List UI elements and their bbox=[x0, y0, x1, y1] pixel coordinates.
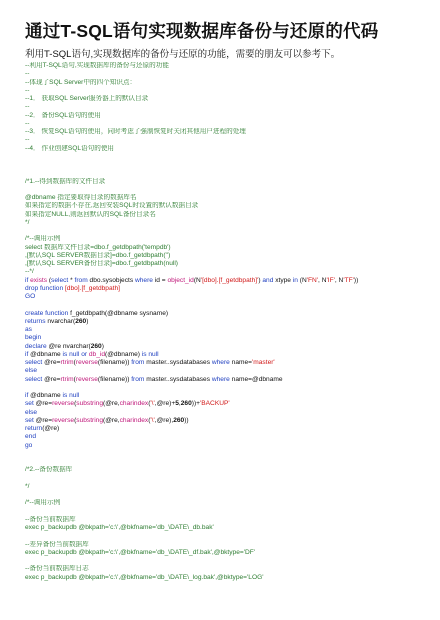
code-token: 260 bbox=[75, 317, 87, 325]
code-line bbox=[25, 103, 425, 111]
code-token: object_id bbox=[167, 276, 194, 284]
code-token: (@re, bbox=[103, 400, 120, 408]
code-token: , bbox=[178, 400, 181, 408]
code-line bbox=[25, 318, 425, 326]
code-line bbox=[25, 268, 425, 276]
code-token: select bbox=[25, 359, 45, 366]
code-line bbox=[25, 359, 425, 367]
code-line bbox=[25, 499, 425, 507]
code-token: --利用T-SQL语句,实现数据库的备份与还原的功能 bbox=[25, 62, 169, 69]
code-token: (filename)) bbox=[97, 359, 132, 366]
code-token: dbo.sysobjects bbox=[89, 276, 135, 284]
code-token: /*--调用示例 bbox=[25, 235, 61, 243]
code-token: where bbox=[211, 375, 232, 383]
code-token: @dbname bbox=[30, 392, 63, 399]
code-token: is null bbox=[62, 392, 80, 399]
code-line bbox=[25, 153, 425, 161]
code-token: (filename)) bbox=[97, 375, 132, 383]
code-token: else bbox=[25, 367, 38, 375]
code-token: 如果指定的数据不存在,返回安装SQL时设置的默认数据目录 bbox=[25, 202, 199, 210]
code-token: */ bbox=[25, 482, 30, 490]
code-token: where bbox=[211, 359, 232, 366]
code-line bbox=[25, 145, 425, 153]
code-line bbox=[25, 508, 425, 516]
code-token: 260 bbox=[173, 416, 185, 424]
code-token: ( bbox=[148, 416, 151, 424]
code-token: ) bbox=[101, 342, 104, 350]
code-token: @re= bbox=[44, 359, 61, 366]
code-line bbox=[25, 87, 425, 95]
code-token: ( bbox=[74, 416, 77, 424]
code-token: exec p_backupdb @bkpath='c:\',@bkfname='db_\DATE\_db.bak' bbox=[25, 524, 214, 531]
code-token: end bbox=[25, 433, 37, 441]
code-token: drop function bbox=[25, 284, 65, 292]
code-line bbox=[25, 376, 425, 384]
code-token: --备份当前数据库日志 bbox=[25, 565, 89, 573]
code-token: ( bbox=[148, 400, 151, 408]
code-token: @re nvarchar( bbox=[48, 342, 91, 350]
code-line bbox=[25, 433, 425, 441]
code-token: is null bbox=[141, 350, 159, 358]
intro-paragraph: 利用T-SQL语句,实现数据库的备份与还原的功能，需要的朋友可以参考下。 bbox=[25, 49, 341, 60]
code-line bbox=[25, 475, 425, 483]
code-token: --备份当前数据库 bbox=[25, 515, 76, 523]
code-token: GO bbox=[25, 293, 36, 300]
code-line bbox=[25, 326, 425, 334]
code-token: create function bbox=[25, 309, 71, 317]
code-line bbox=[25, 95, 425, 103]
code-token: /*2.--备份数据库 bbox=[25, 466, 73, 474]
code-token: -- bbox=[25, 136, 30, 144]
code-token: (@re) bbox=[42, 425, 60, 432]
code-line bbox=[25, 541, 425, 549]
code-token: exec p_backupdb @bkpath='c:\',@bkfname='db_\DATE\_df.bak',@bktype='DF' bbox=[25, 548, 256, 556]
code-token: --体现了SQL Server中的四个知识点： bbox=[25, 78, 137, 86]
code-token: ) bbox=[258, 276, 263, 284]
code-token: )) bbox=[184, 416, 189, 424]
code-token: xtype bbox=[275, 276, 293, 284]
code-token: name=@dbname bbox=[231, 375, 283, 383]
code-token: charindex bbox=[119, 416, 149, 424]
code-line bbox=[25, 392, 425, 400]
code-token: ( bbox=[74, 400, 77, 408]
code-token: select 数据库文件目录=dbo.f_getdbpath('tempdb') bbox=[25, 243, 171, 251]
code-token: charindex bbox=[119, 400, 149, 408]
code-token: if bbox=[25, 392, 31, 399]
code-line bbox=[25, 565, 425, 573]
code-line bbox=[25, 409, 425, 417]
code-line bbox=[25, 186, 425, 194]
code-line bbox=[25, 194, 425, 202]
code-token: ,@re)+ bbox=[154, 400, 176, 408]
code-line bbox=[25, 483, 425, 491]
code-line bbox=[25, 70, 425, 78]
code-line bbox=[25, 334, 425, 342]
code-token: --3． 恢复SQL语句的使用，同时考虑了强制恢复时关闭其他用户进程的处理 bbox=[25, 128, 246, 135]
code-token: where bbox=[134, 276, 155, 284]
code-line bbox=[25, 417, 425, 425]
code-line bbox=[25, 285, 425, 293]
code-token: 'FN' bbox=[306, 276, 319, 284]
code-token: nvarchar( bbox=[47, 317, 76, 325]
code-line bbox=[25, 244, 425, 252]
code-token: ,@re), bbox=[154, 416, 174, 424]
code-line bbox=[25, 120, 425, 128]
code-token: '[dbo].[f_getdbpath]' bbox=[200, 276, 259, 284]
code-token: reverse bbox=[75, 375, 98, 383]
code-line bbox=[25, 128, 425, 136]
code-line bbox=[25, 532, 425, 540]
code-token: substring bbox=[76, 400, 104, 408]
code-token: ,[默认SQL SERVER备份目录]=dbo.f_getdbpath(null) bbox=[25, 260, 179, 267]
code-token: @re= bbox=[35, 416, 53, 424]
code-line bbox=[25, 557, 425, 565]
code-token: * bbox=[70, 276, 75, 284]
page-title: 通过T-SQL语句实现数据库备份与还原的代码 bbox=[25, 21, 379, 41]
code-token: -- bbox=[25, 103, 30, 111]
code-token: (N bbox=[299, 276, 307, 284]
code-token: --2． 备份SQL语句的使用 bbox=[25, 111, 101, 119]
code-line bbox=[25, 62, 425, 70]
code-line bbox=[25, 310, 425, 318]
code-token: from bbox=[131, 359, 147, 366]
code-token: if bbox=[25, 350, 31, 358]
code-token: reverse bbox=[52, 400, 75, 408]
code-line bbox=[25, 450, 425, 458]
code-token: set bbox=[25, 416, 36, 424]
code-token: --4． 作业创建SQL语句的使用 bbox=[25, 144, 115, 152]
code-token: reverse bbox=[52, 416, 75, 424]
code-line bbox=[25, 351, 425, 359]
code-token: from bbox=[74, 276, 90, 284]
code-token: /*--调用示例 bbox=[25, 499, 61, 507]
code-token: rtrim bbox=[60, 359, 74, 366]
code-line bbox=[25, 211, 425, 219]
code-token: and bbox=[262, 276, 276, 284]
code-token: set bbox=[25, 400, 36, 408]
code-token: is null or bbox=[62, 350, 89, 358]
code-token: --1． 获取SQL Server服务器上的默认目录 bbox=[25, 95, 149, 102]
code-line bbox=[25, 574, 425, 582]
code-token: */ bbox=[25, 218, 30, 226]
code-block bbox=[25, 62, 425, 582]
code-token: if bbox=[25, 276, 31, 284]
code-token: ,[默认SQL SERVER数据目录]=dbo.f_getdbpath('') bbox=[25, 251, 171, 259]
code-token: rtrim bbox=[60, 375, 74, 383]
code-line bbox=[25, 112, 425, 120]
code-token: from bbox=[131, 375, 147, 383]
code-line bbox=[25, 516, 425, 524]
code-token: '\' bbox=[150, 400, 155, 408]
code-token: --*/ bbox=[25, 268, 34, 276]
code-token: select bbox=[51, 276, 71, 284]
code-token: in bbox=[292, 276, 300, 284]
code-line bbox=[25, 277, 425, 285]
code-token: substring bbox=[76, 416, 104, 424]
code-token: go bbox=[25, 441, 33, 449]
code-token: , N bbox=[318, 276, 327, 284]
code-token: name= bbox=[231, 359, 253, 366]
code-line bbox=[25, 442, 425, 450]
code-line bbox=[25, 178, 425, 186]
code-token: return bbox=[25, 425, 43, 432]
code-token: ( bbox=[73, 359, 76, 366]
code-line bbox=[25, 136, 425, 144]
code-line bbox=[25, 367, 425, 375]
code-token: /*1.--得到数据库的文件目录 bbox=[25, 177, 106, 185]
code-token: @dbname bbox=[30, 350, 63, 358]
code-token: begin bbox=[25, 334, 42, 342]
code-token: f_getdbpath(@dbname sysname) bbox=[70, 309, 169, 317]
code-token: -- bbox=[25, 70, 30, 78]
code-token: master..sysdatabases bbox=[146, 375, 212, 383]
code-token: 'master' bbox=[252, 359, 275, 366]
code-token: select bbox=[25, 375, 45, 383]
code-token: else bbox=[25, 408, 38, 416]
code-token: ( bbox=[48, 276, 52, 284]
code-token: @re= bbox=[44, 375, 61, 383]
code-token: '\' bbox=[150, 416, 155, 424]
code-line bbox=[25, 219, 425, 227]
code-line bbox=[25, 260, 425, 268]
code-token: (@dbname) bbox=[105, 350, 142, 358]
code-token: , N bbox=[334, 276, 344, 284]
code-token: id = bbox=[154, 276, 168, 284]
code-token: 'IF' bbox=[326, 276, 335, 284]
code-token: exec p_backupdb @bkpath='c:\',@bkfname='db_\DATE\_log.bak',@bktype='LOG' bbox=[25, 573, 264, 581]
code-token: [dbo].[f_getdbpath] bbox=[64, 284, 120, 292]
code-token: returns bbox=[25, 317, 48, 325]
code-token: master..sysdatabases bbox=[146, 359, 212, 366]
code-line bbox=[25, 549, 425, 557]
code-line bbox=[25, 400, 425, 408]
code-token: reverse bbox=[75, 359, 98, 366]
code-line bbox=[25, 169, 425, 177]
code-token: 如果指定NULL,则返回默认的SQL备份目录名 bbox=[25, 210, 156, 218]
code-token: exists bbox=[30, 276, 49, 284]
code-token: ) bbox=[86, 317, 89, 325]
code-line bbox=[25, 252, 425, 260]
code-line bbox=[25, 227, 425, 235]
code-token: ))+ bbox=[191, 400, 200, 408]
code-line bbox=[25, 202, 425, 210]
code-line bbox=[25, 79, 425, 87]
code-token: ( bbox=[73, 375, 76, 383]
code-token: (@re, bbox=[103, 416, 120, 424]
code-token: 260 bbox=[180, 400, 192, 408]
code-line bbox=[25, 425, 425, 433]
code-token: (N bbox=[193, 276, 201, 284]
code-line bbox=[25, 491, 425, 499]
code-line bbox=[25, 458, 425, 466]
code-line bbox=[25, 301, 425, 309]
code-token: )) bbox=[353, 276, 359, 284]
code-token: declare bbox=[25, 342, 49, 350]
code-line bbox=[25, 343, 425, 351]
code-token: 5 bbox=[175, 400, 179, 408]
code-line bbox=[25, 524, 425, 532]
code-line bbox=[25, 235, 425, 243]
code-line bbox=[25, 384, 425, 392]
code-line bbox=[25, 161, 425, 169]
code-token: db_id bbox=[88, 350, 106, 358]
code-token: as bbox=[25, 326, 32, 333]
code-token: 'TF' bbox=[343, 276, 354, 284]
code-token: -- bbox=[25, 119, 30, 127]
code-line bbox=[25, 293, 425, 301]
code-line bbox=[25, 466, 425, 474]
code-token: 260 bbox=[90, 342, 102, 350]
code-token: -- bbox=[25, 86, 30, 94]
code-token: @dbname 指定要取得目录的数据库名 bbox=[25, 194, 137, 201]
code-token: --差异备份当前数据库 bbox=[25, 540, 89, 548]
code-token: @re= bbox=[35, 400, 53, 408]
code-token: 'BACKUP' bbox=[200, 400, 230, 408]
